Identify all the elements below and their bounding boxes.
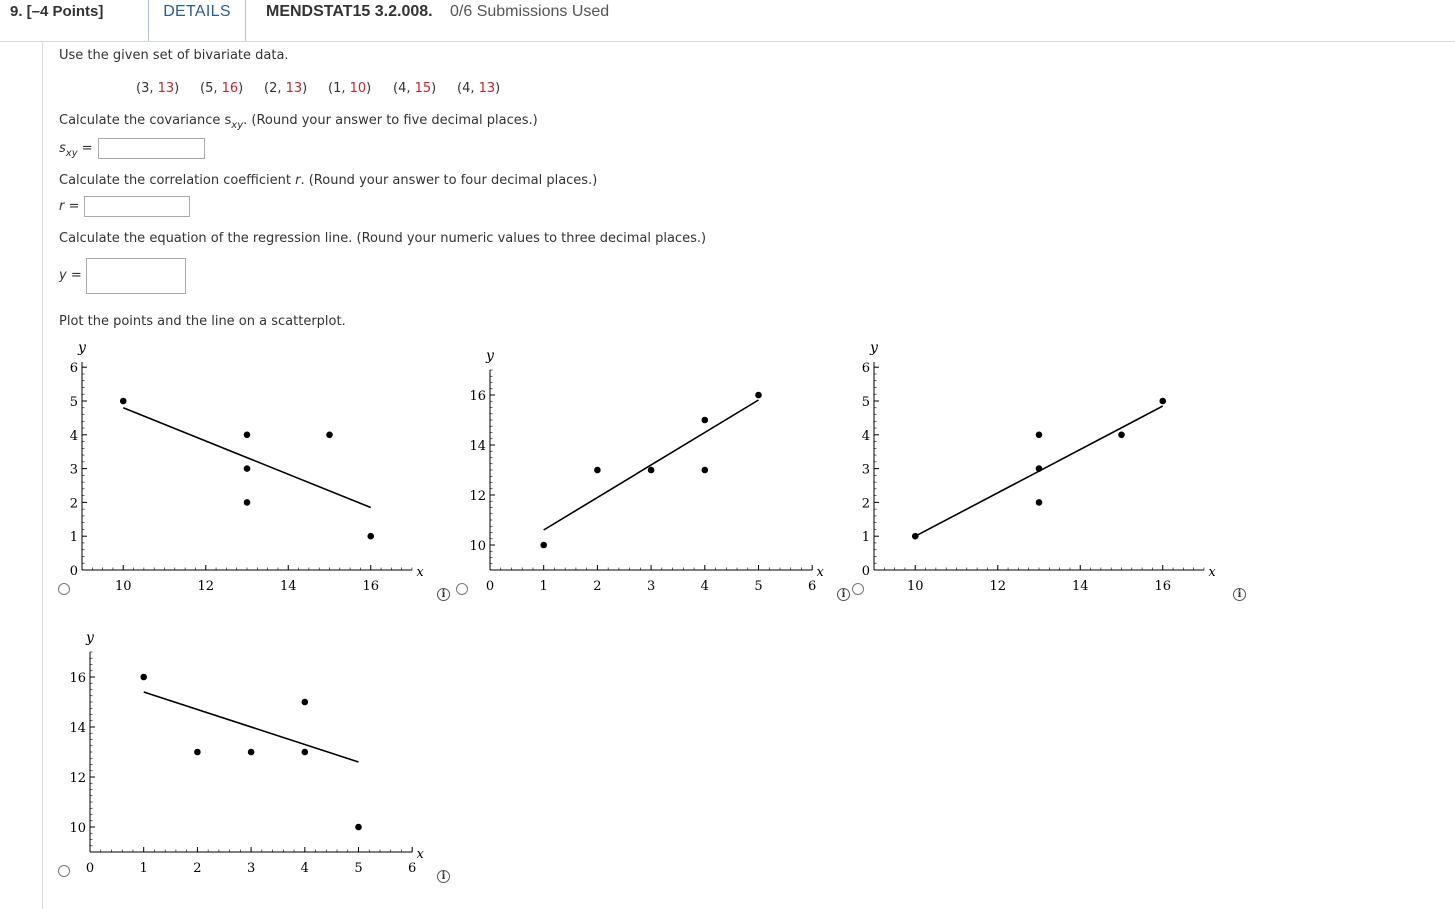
scatterplot-option-b[interactable] — [460, 340, 840, 598]
x-tick-label: 10 — [114, 579, 132, 594]
data-point — [244, 432, 251, 439]
y-tick-label: 1 — [69, 530, 78, 546]
x-tick-label: 3 — [246, 861, 256, 876]
y-tick-label: 0 — [861, 564, 870, 579]
x-tick-label: 10 — [906, 579, 924, 594]
details-tab[interactable] — [148, 0, 246, 41]
x-axis-label: x — [816, 565, 824, 580]
y-axis-label: y — [870, 340, 878, 356]
data-point — [194, 749, 201, 756]
covariance-input[interactable] — [98, 138, 205, 159]
y-tick-label: 4 — [69, 428, 78, 444]
info-icon[interactable]: i — [837, 588, 850, 601]
x-axis-label: x — [1208, 565, 1216, 580]
data-point — [355, 824, 362, 831]
y-tick-label: 5 — [861, 395, 870, 410]
x-axis-label: x — [416, 565, 424, 580]
info-icon[interactable]: i — [437, 588, 450, 601]
y-axis-label: y — [86, 630, 94, 646]
covariance-instruction: Calculate the covariance $s_{xy}$. (Round your answer to five decimal places.) — [59, 113, 538, 131]
y-tick-label: 2 — [69, 496, 78, 512]
x-tick-label: 12 — [197, 579, 215, 594]
details-tab-label: DETAILS — [163, 3, 231, 20]
submissions-count: 0/6 Submissions Used — [450, 3, 610, 20]
y-tick-label: 16 — [469, 389, 486, 404]
regression-line — [544, 400, 759, 530]
info-icon[interactable]: i — [437, 870, 450, 883]
plot-prompt: Plot the points and the line on a scatterplot. — [59, 314, 346, 329]
question-code: MENDSTAT15 3.2.008. — [266, 3, 433, 20]
x-tick-label: 2 — [193, 861, 202, 876]
prompt-text: Use the given set of bivariate data. — [59, 48, 289, 63]
data-point — [1159, 398, 1166, 405]
data-point: (3, 13) — [136, 81, 180, 96]
data-point: (5, 16) — [200, 81, 244, 96]
data-point — [540, 542, 547, 549]
y-tick-label: 10 — [69, 821, 86, 836]
data-point — [912, 533, 919, 540]
x-tick-label: 14 — [279, 579, 297, 594]
y-axis-label: y — [78, 340, 86, 356]
x-tick-label: 12 — [989, 579, 1007, 594]
question-number: 9. [–4 Points] — [10, 3, 104, 20]
data-point — [1036, 465, 1043, 472]
covariance-label: $s_{xy}$ = — [59, 141, 93, 159]
x-tick-label: 3 — [646, 579, 656, 594]
data-point: (1, 10) — [328, 81, 372, 96]
data-point — [248, 749, 255, 756]
regression-instruction: Calculate the equation of the regression line. (Round your numeric values to three decimal places.) — [59, 231, 707, 246]
y-tick-label: 14 — [469, 439, 486, 454]
data-point — [140, 674, 147, 681]
data-point — [367, 533, 374, 540]
data-point — [1118, 432, 1125, 439]
data-point — [120, 398, 127, 405]
data-point — [302, 749, 309, 756]
y-tick-label: 10 — [469, 539, 486, 554]
scatterplot-option-d[interactable] — [60, 622, 440, 880]
data-point: (2, 13) — [264, 81, 308, 96]
y-tick-label: 2 — [861, 496, 870, 512]
x-axis-label: x — [416, 847, 424, 862]
data-point — [1036, 432, 1043, 439]
data-point: (4, 15) — [393, 81, 437, 96]
data-point: (4, 13) — [457, 81, 501, 96]
x-tick-label: 14 — [1071, 579, 1089, 594]
question-header — [0, 0, 1455, 42]
scatterplot-option-c[interactable] — [856, 340, 1236, 598]
x-tick-label: 5 — [754, 579, 763, 594]
data-point — [1036, 499, 1043, 506]
data-point — [755, 392, 762, 399]
regression-input[interactable] — [86, 258, 186, 294]
data-point — [302, 699, 309, 706]
data-point — [244, 465, 251, 472]
x-tick-label: 6 — [808, 579, 817, 594]
correlation-instruction: Calculate the correlation coefficient r. (Round your answer to four decimal places.) — [59, 173, 598, 188]
y-tick-label: 12 — [69, 771, 86, 786]
regression-line — [123, 408, 371, 508]
y-tick-label: 1 — [861, 530, 870, 546]
x-tick-label: 16 — [362, 579, 380, 594]
y-tick-label: 14 — [69, 721, 86, 736]
y-tick-label: 3 — [69, 462, 78, 478]
x-tick-label: 4 — [700, 579, 709, 594]
info-icon[interactable]: i — [1233, 588, 1246, 601]
y-axis-label: y — [486, 348, 494, 364]
data-point — [648, 467, 655, 474]
y-tick-label: 6 — [69, 361, 78, 377]
data-point — [702, 417, 709, 424]
y-tick-label: 3 — [861, 462, 870, 478]
x-tick-label: 0 — [485, 579, 495, 594]
x-tick-label: 1 — [139, 861, 148, 876]
x-tick-label: 6 — [408, 861, 417, 876]
y-tick-label: 5 — [69, 395, 78, 410]
y-tick-label: 6 — [861, 361, 870, 377]
scatterplot-option-a[interactable] — [60, 340, 440, 598]
data-point — [244, 499, 251, 506]
x-tick-label: 5 — [354, 861, 363, 876]
content-divider — [42, 42, 43, 909]
regression-label: y = — [59, 268, 82, 283]
correlation-input[interactable] — [84, 196, 190, 217]
y-tick-label: 16 — [69, 671, 86, 686]
data-point — [702, 467, 709, 474]
y-tick-label: 0 — [69, 564, 78, 579]
x-tick-label: 1 — [539, 579, 548, 594]
data-point — [326, 432, 333, 439]
x-tick-label: 16 — [1154, 579, 1172, 594]
correlation-label: r = — [59, 199, 80, 214]
y-tick-label: 12 — [469, 489, 486, 504]
x-tick-label: 2 — [593, 579, 602, 594]
data-point — [594, 467, 601, 474]
x-tick-label: 0 — [85, 861, 95, 876]
x-tick-label: 4 — [300, 861, 309, 876]
y-tick-label: 4 — [861, 428, 870, 444]
